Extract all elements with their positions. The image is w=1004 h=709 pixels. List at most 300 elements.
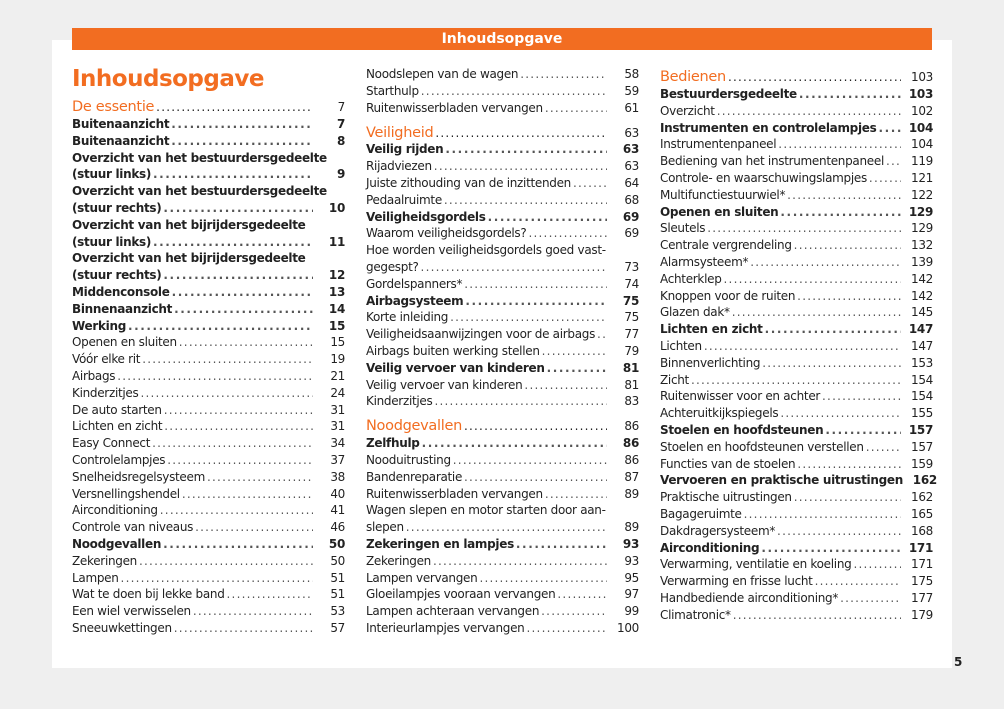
- toc-entry-label[interactable]: Airconditioning: [660, 540, 760, 555]
- toc-entry[interactable]: [72, 301, 345, 318]
- toc-entry-label[interactable]: Sneeuwkettingen: [72, 620, 172, 635]
- toc-entry-page[interactable]: 155: [910, 406, 933, 421]
- toc-entry[interactable]: [660, 523, 933, 540]
- toc-entry[interactable]: [660, 439, 933, 456]
- toc-entry-page[interactable]: 37: [330, 452, 345, 467]
- toc-entry-page[interactable]: 159: [910, 456, 933, 471]
- toc-entry-label[interactable]: Bagageruimte: [660, 506, 742, 521]
- toc-entry-page[interactable]: 145: [910, 305, 933, 320]
- toc-entry-label[interactable]: Vervoeren en praktische uitrustingen: [660, 473, 903, 488]
- toc-entry-label[interactable]: Instrumentenpaneel: [660, 137, 777, 152]
- toc-entry[interactable]: [72, 200, 345, 217]
- toc-entry[interactable]: [72, 368, 345, 385]
- toc-entry[interactable]: [366, 141, 639, 158]
- toc-entry-page[interactable]: 51: [330, 570, 345, 585]
- toc-entry[interactable]: [660, 472, 937, 489]
- toc-entry-label[interactable]: Lichten en zicht: [660, 322, 763, 337]
- toc-entry-page[interactable]: 139: [910, 254, 933, 269]
- toc-entry[interactable]: [72, 519, 345, 536]
- toc-entry-page[interactable]: 64: [624, 175, 639, 190]
- toc-entry-label[interactable]: Airbagsysteem: [366, 293, 464, 308]
- dot-leader: [435, 125, 607, 142]
- toc-entry[interactable]: [660, 540, 933, 557]
- toc-entry-label[interactable]: Centrale vergrendeling: [660, 238, 792, 253]
- toc-entry-page[interactable]: 34: [330, 436, 345, 451]
- toc-entry-page[interactable]: 104: [910, 137, 933, 152]
- toc-entry[interactable]: [72, 284, 345, 301]
- toc-section[interactable]: [366, 417, 639, 435]
- toc-entry-page[interactable]: 102: [910, 103, 933, 118]
- dot-leader: [464, 276, 607, 293]
- toc-entry-label[interactable]: slepen: [366, 520, 404, 535]
- toc-entry-page[interactable]: 24: [330, 385, 345, 400]
- toc-entry-page[interactable]: 87: [624, 469, 639, 484]
- toc-entry[interactable]: [366, 343, 639, 360]
- toc-entry-page[interactable]: 86: [624, 452, 639, 467]
- toc-entry[interactable]: [366, 360, 639, 377]
- toc-entry-page[interactable]: 162: [910, 490, 933, 505]
- toc-section[interactable]: [366, 123, 639, 141]
- toc-entry-label[interactable]: Openen en sluiten: [72, 335, 177, 350]
- toc-entry-label[interactable]: Easy Connect: [72, 436, 151, 451]
- toc-entry-label[interactable]: Korte inleiding: [366, 310, 449, 325]
- toc-entry-label[interactable]: Gloeilampjes vooraan vervangen: [366, 587, 556, 602]
- toc-entry-label[interactable]: Achteruitkijkspiegels: [660, 406, 779, 421]
- toc-entry-page[interactable]: 177: [910, 590, 933, 605]
- toc-entry[interactable]: [366, 377, 639, 394]
- toc-entry[interactable]: [72, 234, 345, 251]
- toc-entry[interactable]: [366, 519, 639, 536]
- toc-entry[interactable]: [366, 570, 639, 587]
- toc-entry-page[interactable]: 89: [624, 486, 639, 501]
- toc-entry-label[interactable]: Veiligheidsgordels: [366, 209, 486, 224]
- toc-entry-label[interactable]: Ruitenwisser voor en achter: [660, 389, 821, 404]
- toc-entry-label[interactable]: Wat te doen bij lekke band: [72, 587, 225, 602]
- toc-entry[interactable]: [366, 175, 639, 192]
- toc-entry[interactable]: [72, 418, 345, 435]
- toc-entry-page[interactable]: 31: [330, 402, 345, 417]
- toc-entry-page[interactable]: 142: [910, 288, 933, 303]
- toc-entry-label[interactable]: Handbediende airconditioning*: [660, 590, 839, 605]
- toc-entry-page[interactable]: 14: [328, 301, 345, 316]
- toc-entry-label[interactable]: Binnenaanzicht: [72, 301, 173, 316]
- toc-entry-label[interactable]: Controlelampjes: [72, 452, 166, 467]
- toc-entry-page[interactable]: 61: [624, 100, 639, 115]
- toc-entry-label[interactable]: Verwarming en frisse lucht: [660, 574, 813, 589]
- toc-entry[interactable]: [366, 586, 639, 603]
- toc-entry[interactable]: [366, 259, 639, 276]
- toc-entry[interactable]: [366, 486, 639, 503]
- toc-entry-page[interactable]: 147: [908, 322, 933, 337]
- toc-entry-label[interactable]: Multifunctiestuurwiel*: [660, 187, 786, 202]
- toc-entry-page[interactable]: 86: [624, 419, 639, 434]
- toc-entry[interactable]: [72, 452, 345, 469]
- toc-entry-label[interactable]: Kinderzitjes: [366, 394, 433, 409]
- toc-entry[interactable]: [72, 486, 345, 503]
- toc-entry[interactable]: [660, 204, 933, 221]
- toc-entry-label[interactable]: Nooduitrusting: [366, 452, 451, 467]
- toc-entry-label[interactable]: Airconditioning: [72, 503, 158, 518]
- toc-entry-first-line[interactable]: Wagen slepen en motor starten door aan-: [366, 503, 606, 518]
- toc-entry[interactable]: [660, 271, 933, 288]
- toc-entry[interactable]: [72, 620, 345, 637]
- toc-entry-label[interactable]: Climatronic*: [660, 607, 731, 622]
- toc-entry-label[interactable]: Buitenaanzicht: [72, 133, 170, 148]
- toc-entry-page[interactable]: 38: [330, 469, 345, 484]
- toc-entry[interactable]: [72, 133, 345, 150]
- dot-leader: [406, 519, 607, 536]
- dot-leader: [163, 200, 313, 217]
- toc-entry-page[interactable]: 7: [336, 117, 345, 131]
- toc-entry-label[interactable]: Waarom veiligheidsgordels?: [366, 226, 527, 241]
- toc-entry-label[interactable]: Airbags buiten werking stellen: [366, 343, 540, 358]
- dot-leader: [160, 502, 313, 519]
- toc-entry-label[interactable]: Veiligheidsaanwijzingen voor de airbags: [366, 327, 596, 342]
- toc-entry[interactable]: [660, 136, 933, 153]
- toc-entry[interactable]: [366, 393, 639, 410]
- toc-entry-label[interactable]: Airbags: [72, 368, 116, 383]
- toc-entry-page[interactable]: 154: [910, 389, 933, 404]
- toc-entry-page[interactable]: 40: [330, 486, 345, 501]
- toc-entry-label[interactable]: Lichten: [660, 338, 702, 353]
- toc-entry-page[interactable]: 129: [908, 204, 933, 219]
- dot-leader: [445, 141, 607, 158]
- toc-entry-label[interactable]: Zekeringen en lampjes: [366, 536, 514, 551]
- toc-entry-label[interactable]: Kinderzitjes: [72, 385, 139, 400]
- toc-entry[interactable]: [366, 553, 639, 570]
- toc-entry[interactable]: [72, 570, 345, 587]
- toc-entry-label[interactable]: Sleutels: [660, 221, 706, 236]
- toc-entry-label[interactable]: Pedaalruimte: [366, 192, 442, 207]
- toc-entry-page[interactable]: 63: [622, 142, 639, 157]
- toc-entry-label[interactable]: Versnellingshendel: [72, 486, 180, 501]
- toc-entry-page[interactable]: 93: [622, 536, 639, 551]
- toc-entry-label[interactable]: De auto starten: [72, 402, 162, 417]
- toc-entry[interactable]: [366, 469, 639, 486]
- dot-leader: [750, 254, 901, 271]
- toc-entry-label[interactable]: Bestuurdersgedeelte: [660, 87, 797, 101]
- toc-entry-label[interactable]: Zicht: [660, 372, 689, 387]
- toc-entry-page[interactable]: 79: [624, 343, 639, 358]
- toc-entry-page[interactable]: 81: [622, 360, 639, 375]
- toc-entry-label[interactable]: Alarmsysteem*: [660, 254, 749, 269]
- toc-entry[interactable]: [660, 120, 933, 137]
- toc-entry-page[interactable]: 162: [912, 473, 937, 488]
- toc-entry-label[interactable]: Noodslepen van de wagen: [366, 67, 519, 81]
- toc-entry-page[interactable]: 68: [624, 192, 639, 207]
- toc-entry-label[interactable]: Stoelen en hoofdsteunen verstellen: [660, 439, 864, 454]
- toc-entry[interactable]: [660, 254, 933, 271]
- toc-entry-label[interactable]: Lichten en zicht: [72, 419, 163, 434]
- toc-entry[interactable]: [660, 422, 933, 439]
- toc-entry-label[interactable]: Veilig vervoer van kinderen: [366, 377, 523, 392]
- toc-entry[interactable]: [366, 603, 639, 620]
- toc-entry-page[interactable]: 100: [616, 620, 639, 635]
- toc-entry[interactable]: [366, 276, 639, 293]
- toc-entry-page[interactable]: 19: [330, 352, 345, 367]
- toc-entry-first-line[interactable]: Hoe worden veiligheidsgordels goed vast-: [366, 243, 606, 258]
- toc-entry-page[interactable]: 153: [910, 355, 933, 370]
- toc-entry[interactable]: [660, 103, 933, 120]
- toc-entry-page[interactable]: 103: [910, 70, 933, 85]
- toc-entry-label[interactable]: Werking: [72, 318, 126, 333]
- toc-entry-label[interactable]: Noodgevallen: [72, 536, 162, 551]
- toc-entry-page[interactable]: 77: [624, 327, 639, 342]
- toc-entry-label[interactable]: Controle van niveaus: [72, 520, 194, 535]
- toc-entry-page[interactable]: 171: [908, 540, 933, 555]
- toc-entry[interactable]: [660, 590, 933, 607]
- toc-entry-page[interactable]: 122: [910, 187, 933, 202]
- toc-entry-page[interactable]: 21: [330, 368, 345, 383]
- toc-entry[interactable]: [366, 209, 639, 226]
- toc-entry[interactable]: [72, 116, 345, 133]
- toc-entry-page[interactable]: 81: [624, 377, 639, 392]
- toc-entry-label[interactable]: Noodgevallen: [366, 418, 462, 435]
- toc-entry-label[interactable]: Lampen: [72, 570, 119, 585]
- toc-entry[interactable]: [366, 293, 639, 310]
- toc-entry-label[interactable]: Juiste zithouding van de inzittenden: [366, 175, 571, 190]
- dot-leader: [691, 372, 901, 389]
- toc-entry[interactable]: [366, 620, 639, 637]
- toc-entry-label[interactable]: Glazen dak*: [660, 305, 730, 320]
- toc-entry-page[interactable]: 83: [624, 394, 639, 409]
- toc-entry-first-line[interactable]: Overzicht van het bestuurdersgedeelte: [72, 184, 327, 199]
- toc-entry-page[interactable]: 86: [622, 436, 639, 451]
- toc-entry-page[interactable]: 168: [910, 523, 933, 538]
- toc-entry-label[interactable]: Lampen vervangen: [366, 570, 478, 585]
- toc-section[interactable]: [72, 98, 345, 116]
- toc-entry[interactable]: [660, 170, 933, 187]
- toc-entry[interactable]: [72, 502, 345, 519]
- toc-entry-page[interactable]: 75: [622, 293, 639, 308]
- toc-entry-page[interactable]: 41: [330, 503, 345, 518]
- toc-entry[interactable]: [72, 166, 345, 183]
- toc-entry-page[interactable]: 97: [624, 587, 639, 602]
- toc-entry[interactable]: [660, 372, 933, 389]
- toc-entry-page[interactable]: 15: [328, 318, 345, 333]
- toc-entry-page[interactable]: 99: [624, 604, 639, 619]
- dot-leader: [794, 489, 901, 506]
- toc-entry-page[interactable]: 142: [910, 271, 933, 286]
- dot-leader: [453, 452, 607, 469]
- toc-entry[interactable]: [660, 86, 933, 103]
- toc-entry[interactable]: [660, 456, 933, 473]
- toc-entry[interactable]: [660, 405, 933, 422]
- toc-entry-label[interactable]: Veiligheid: [366, 124, 434, 141]
- toc-entry[interactable]: [72, 553, 345, 570]
- toc-entry-label[interactable]: Overzicht: [660, 103, 715, 118]
- toc-entry-label[interactable]: Ruitenwisserbladen vervangen: [366, 100, 543, 115]
- toc-entry-label[interactable]: Rijadviezen: [366, 159, 432, 174]
- toc-entry-page[interactable]: 154: [910, 372, 933, 387]
- toc-entry-page[interactable]: 157: [908, 422, 933, 437]
- toc-entry[interactable]: [366, 100, 639, 117]
- toc-entry-label[interactable]: Buitenaanzicht: [72, 117, 170, 131]
- toc-entry[interactable]: [660, 220, 933, 237]
- toc-entry-label[interactable]: Stoelen en hoofdsteunen: [660, 422, 824, 437]
- toc-entry[interactable]: [72, 536, 345, 553]
- toc-entry-first-line[interactable]: Overzicht van het bijrijdersgedeelte: [72, 217, 306, 232]
- toc-entry-label[interactable]: Achterklep: [660, 271, 722, 286]
- toc-entry-first-line[interactable]: Overzicht van het bestuurdersgedeelte: [72, 150, 327, 165]
- toc-entry[interactable]: [72, 603, 345, 620]
- toc-entry-label[interactable]: Bandenreparatie: [366, 469, 463, 484]
- toc-entry-page[interactable]: 31: [330, 419, 345, 434]
- toc-entry[interactable]: [72, 318, 345, 335]
- toc-entry-label[interactable]: Gordelspanners*: [366, 276, 463, 291]
- toc-entry-page[interactable]: 10: [328, 200, 345, 215]
- dot-leader: [479, 570, 607, 587]
- toc-entry-label[interactable]: Bedienen: [660, 69, 726, 86]
- dot-leader: [464, 418, 607, 435]
- toc-entry-page[interactable]: 63: [624, 159, 639, 174]
- toc-entry[interactable]: [366, 66, 639, 83]
- toc-entry-page[interactable]: 104: [908, 120, 933, 135]
- dot-leader: [195, 519, 313, 536]
- toc-entry-label[interactable]: Lampen achteraan vervangen: [366, 604, 540, 619]
- toc-entry-page[interactable]: 12: [328, 268, 345, 283]
- toc-entry-label[interactable]: Veilig vervoer van kinderen: [366, 360, 545, 375]
- toc-entry[interactable]: [72, 435, 345, 452]
- toc-entry[interactable]: [366, 225, 639, 242]
- toc-entry[interactable]: [660, 388, 933, 405]
- toc-entry-label[interactable]: Functies van de stoelen: [660, 456, 796, 471]
- toc-entry-page[interactable]: 165: [910, 506, 933, 521]
- toc-entry-page[interactable]: 58: [624, 67, 639, 81]
- toc-entry-page[interactable]: 132: [910, 238, 933, 253]
- dot-leader: [557, 586, 607, 603]
- toc-entry-label[interactable]: gegespt?: [366, 259, 419, 274]
- toc-entry-label[interactable]: Vóór elke rit: [72, 352, 141, 367]
- toc-entry-page[interactable]: 13: [328, 284, 345, 299]
- toc-entry-page[interactable]: 73: [624, 259, 639, 274]
- toc-entry[interactable]: [366, 309, 639, 326]
- toc-entry-page[interactable]: 74: [624, 276, 639, 291]
- toc-entry-label[interactable]: Ruitenwisserbladen vervangen: [366, 486, 543, 501]
- toc-entry-page[interactable]: 50: [330, 553, 345, 568]
- toc-entry-label[interactable]: Controle- en waarschuwingslampjes: [660, 170, 867, 185]
- toc-entry-label[interactable]: Verwarming, ventilatie en koeling: [660, 557, 852, 572]
- toc-entry-page[interactable]: 51: [330, 587, 345, 602]
- toc-entry-label[interactable]: De essentie: [72, 99, 155, 116]
- toc-entry-label[interactable]: (stuur links): [72, 234, 152, 249]
- toc-entry-label[interactable]: Interieurlampjes vervangen: [366, 620, 525, 635]
- toc-entry[interactable]: [72, 351, 345, 368]
- toc-entry-page[interactable]: 53: [330, 604, 345, 619]
- toc-entry[interactable]: [72, 586, 345, 603]
- dot-leader: [761, 540, 901, 557]
- dot-leader: [163, 267, 313, 284]
- toc-section[interactable]: [660, 68, 933, 86]
- toc-entry-label[interactable]: Openen en sluiten: [660, 204, 779, 219]
- toc-entry-page[interactable]: 11: [328, 234, 345, 249]
- toc-entry[interactable]: [366, 326, 639, 343]
- toc-entry-page[interactable]: 69: [624, 226, 639, 241]
- toc-entry-label[interactable]: (stuur rechts): [72, 200, 162, 215]
- toc-entry-label[interactable]: Zekeringen: [72, 553, 137, 568]
- toc-entry-label[interactable]: Binnenverlichting: [660, 355, 761, 370]
- toc-entry-page[interactable]: 75: [624, 310, 639, 325]
- toc-entry[interactable]: [660, 556, 933, 573]
- toc-entry-page[interactable]: 63: [624, 125, 639, 140]
- toc-entry-page[interactable]: 57: [330, 620, 345, 635]
- toc-entry-label[interactable]: Zelfhulp: [366, 436, 420, 451]
- toc-entry-page[interactable]: 9: [336, 167, 345, 182]
- toc-entry[interactable]: [660, 607, 933, 624]
- dot-leader: [794, 237, 901, 254]
- toc-entry-page[interactable]: 119: [910, 154, 933, 169]
- toc-entry-page[interactable]: 171: [910, 557, 933, 572]
- toc-entry-page[interactable]: 129: [910, 221, 933, 236]
- toc-entry-first-line[interactable]: Overzicht van het bijrijdersgedeelte: [72, 251, 306, 266]
- toc-entry[interactable]: [660, 338, 933, 355]
- toc-entry[interactable]: [660, 153, 933, 170]
- toc-entry[interactable]: [660, 506, 933, 523]
- toc-entry[interactable]: [660, 573, 933, 590]
- toc-entry[interactable]: [72, 385, 345, 402]
- toc-entry[interactable]: [72, 402, 345, 419]
- dot-leader: [528, 225, 607, 242]
- toc-entry-label[interactable]: (stuur links): [72, 167, 152, 182]
- toc-entry-page[interactable]: 8: [336, 133, 345, 148]
- toc-entry-label[interactable]: Snelheidsregelsysteem: [72, 469, 205, 484]
- toc-entry-page[interactable]: 59: [624, 83, 639, 98]
- toc-entry[interactable]: [660, 489, 933, 506]
- toc-entry[interactable]: [660, 355, 933, 372]
- toc-entry[interactable]: [660, 321, 933, 338]
- toc-entry-page[interactable]: 95: [624, 570, 639, 585]
- toc-entry-label[interactable]: Zekeringen: [366, 553, 431, 568]
- toc-entry-page[interactable]: 147: [910, 338, 933, 353]
- toc-entry-page[interactable]: 69: [622, 209, 639, 224]
- toc-entry-label[interactable]: Starthulp: [366, 83, 419, 98]
- toc-entry-label[interactable]: Instrumenten en controlelampjes: [660, 120, 877, 135]
- toc-entry[interactable]: [72, 267, 345, 284]
- toc-entry-label[interactable]: Middenconsole: [72, 284, 170, 299]
- toc-entry-page[interactable]: 15: [330, 335, 345, 350]
- toc-entry[interactable]: [660, 288, 933, 305]
- toc-entry-page[interactable]: 46: [330, 520, 345, 535]
- toc-entry-label[interactable]: Veilig rijden: [366, 142, 444, 157]
- toc-entry-label[interactable]: Praktische uitrustingen: [660, 490, 792, 505]
- toc-entry[interactable]: [72, 469, 345, 486]
- toc-entry-page[interactable]: 93: [624, 553, 639, 568]
- toc-entry-page[interactable]: 179: [910, 607, 933, 622]
- toc-entry-page[interactable]: 121: [910, 170, 933, 185]
- toc-entry[interactable]: [366, 83, 639, 100]
- toc-entry-page[interactable]: 103: [908, 87, 933, 101]
- toc-entry[interactable]: [366, 158, 639, 175]
- toc-entry-page[interactable]: 7: [337, 100, 345, 115]
- toc-entry-label[interactable]: Dakdragersysteem*: [660, 523, 776, 538]
- toc-entry-label[interactable]: (stuur rechts): [72, 268, 162, 283]
- toc-entry-label[interactable]: Knoppen voor de ruiten: [660, 288, 796, 303]
- toc-entry[interactable]: [660, 304, 933, 321]
- toc-entry[interactable]: [366, 536, 639, 553]
- toc-entry[interactable]: [366, 192, 639, 209]
- toc-entry[interactable]: [366, 452, 639, 469]
- toc-entry[interactable]: [660, 187, 933, 204]
- toc-entry-page[interactable]: 89: [624, 520, 639, 535]
- toc-entry-page[interactable]: 175: [910, 574, 933, 589]
- toc-entry[interactable]: [72, 334, 345, 351]
- toc-entry-label[interactable]: Een wiel verwisselen: [72, 604, 191, 619]
- toc-entry[interactable]: [660, 237, 933, 254]
- toc-entry-page[interactable]: 50: [328, 536, 345, 551]
- toc-entry[interactable]: [366, 435, 639, 452]
- toc-entry-page[interactable]: 157: [910, 439, 933, 454]
- toc-entry-label[interactable]: Bediening van het instrumentenpaneel: [660, 154, 884, 169]
